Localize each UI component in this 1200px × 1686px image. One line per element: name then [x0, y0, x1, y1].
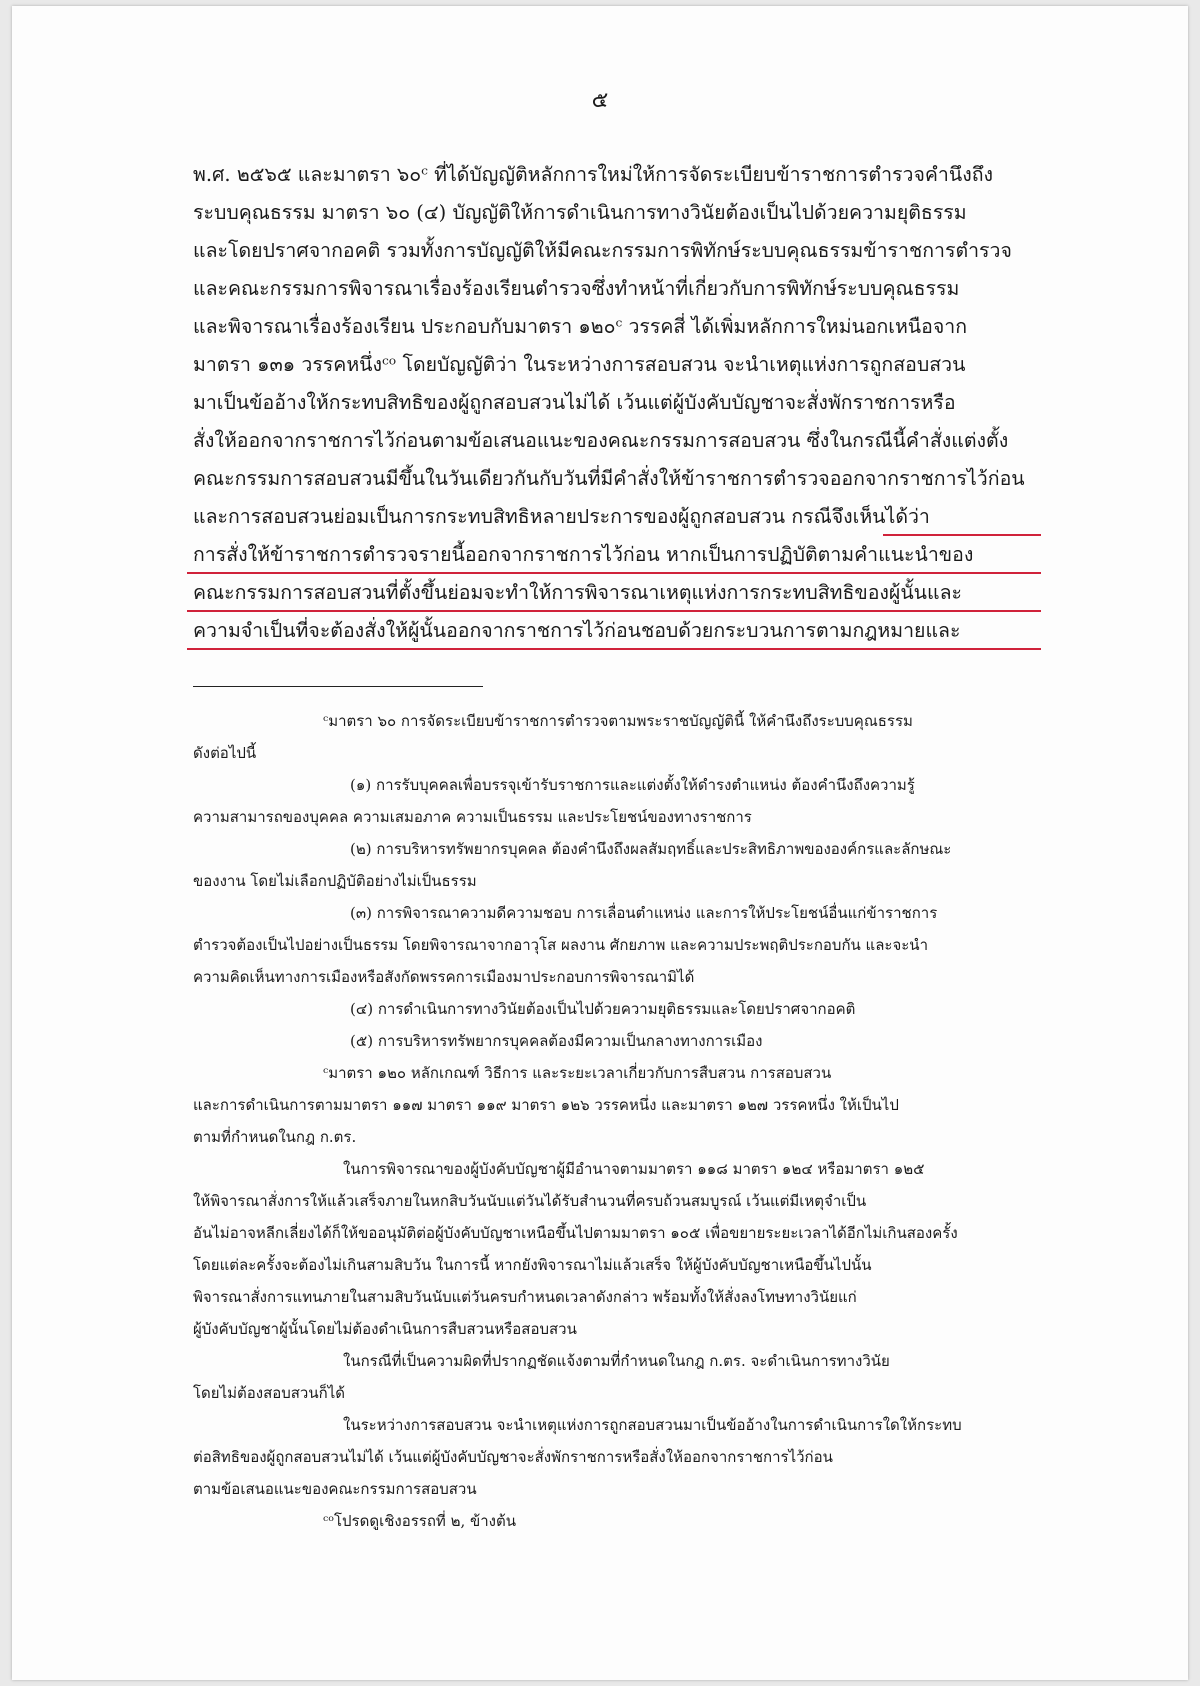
- body-line: ระบบคุณธรรม มาตรา ๖๐ (๔) บัญญัติให้การดำเนินการทางวินัยต้องเป็นไปด้วยความยุติธรรม: [193, 201, 967, 224]
- body-line: พ.ศ. ๒๕๖๕ และมาตรา ๖๐ᶜ ที่ได้บัญญัติหลักการใหม่ให้การจัดระเบียบข้าราชการตำรวจคำนึงถึง: [193, 163, 994, 186]
- body-line: และพิจารณาเรื่องร้องเรียน ประกอบกับมาตรา ๑๒๐ᶜ วรรคสี่ ได้เพิ่มหลักการใหม่นอกเหนือจาก: [193, 315, 968, 338]
- footnote-line: ตามข้อเสนอแนะของคณะกรรมการสอบสวน: [193, 1480, 477, 1498]
- footnote-line: ดังต่อไปนี้: [193, 744, 257, 762]
- body-line: และโดยปราศจากอคติ รวมทั้งการบัญญัติให้มีคณะกรรมการพิทักษ์ระบบคุณธรรมข้าราชการตำรวจ: [193, 239, 1012, 262]
- footnote-line: ผู้บังคับบัญชาผู้นั้นโดยไม่ต้องดำเนินการสืบสวนหรือสอบสวน: [193, 1320, 577, 1338]
- footnote-line: โดยแต่ละครั้งจะต้องไม่เกินสามสิบวัน ในการนี้ หากยังพิจารณาไม่แล้วเสร็จ ให้ผู้บังคับบัญชาเหนือขึ้นไปนั้น: [193, 1256, 872, 1274]
- body-line: และคณะกรรมการพิจารณาเรื่องร้องเรียนตำรวจซึ่งทำหน้าที่เกี่ยวกับการพิทักษ์ระบบคุณธรรม: [193, 277, 960, 300]
- footnote-line: พิจารณาสั่งการแทนภายในสามสิบวันนับแต่วันครบกำหนดเวลาดังกล่าว พร้อมทั้งให้สั่งลงโทษทางวินัยแก่: [193, 1288, 857, 1306]
- footnote-line: ของงาน โดยไม่เลือกปฏิบัติอย่างไม่เป็นธรรม: [193, 872, 477, 890]
- body-line: คณะกรรมการสอบสวนมีขึ้นในวันเดียวกันกับวันที่มีคำสั่งให้ข้าราชการตำรวจออกจากราชการไว้ก่อน: [193, 467, 1025, 490]
- body-line: ความจำเป็นที่จะต้องสั่งให้ผู้นั้นออกจากราชการไว้ก่อนชอบด้วยกระบวนการตามกฎหมายและ: [193, 614, 1031, 652]
- footnote-line: อันไม่อาจหลีกเลี่ยงได้ก็ให้ขออนุมัติต่อผู้บังคับบัญชาเหนือขึ้นไปตามมาตรา ๑๐๕ เพื่อขยายระยะเวลาได้อีกไม่เกินสองครั้ง: [193, 1224, 958, 1242]
- footnote-line: ตามที่กำหนดในกฎ ก.ตร.: [193, 1128, 357, 1146]
- footnote-line: (๒) การบริหารทรัพยากรบุคคล ต้องคำนึงถึงผลสัมฤทธิ์และประสิทธิภาพขององค์กรและลักษณะ: [350, 840, 952, 858]
- footnote-line: โดยไม่ต้องสอบสวนก็ได้: [193, 1384, 345, 1402]
- footnote-separator: [193, 686, 483, 687]
- footnote-line: ᶜมาตรา ๖๐ การจัดระเบียบข้าราชการตำรวจตามพระราชบัญญัตินี้ ให้คำนึงถึงระบบคุณธรรม: [323, 712, 913, 730]
- footnote-line: ᶜมาตรา ๑๒๐ หลักเกณฑ์ วิธีการ และระยะเวลาเกี่ยวกับการสืบสวน การสอบสวน: [323, 1064, 832, 1082]
- footnotes: [193, 706, 1033, 1538]
- footnote-line: ให้พิจารณาสั่งการให้แล้วเสร็จภายในหกสิบวันนับแต่วันได้รับสำนวนที่ครบถ้วนสมบูรณ์ เว้นแต่มีเหตุจำเป็น: [193, 1192, 867, 1210]
- footnote-line: ความสามารถของบุคคล ความเสมอภาค ความเป็นธรรม และประโยชน์ของทางราชการ: [193, 808, 752, 826]
- document-page: [12, 6, 1188, 1680]
- footnote-line: ต่อสิทธิของผู้ถูกสอบสวนไม่ได้ เว้นแต่ผู้บังคับบัญชาจะสั่งพักราชการหรือสั่งให้ออกจากราชการไว้ก่อน: [193, 1448, 833, 1466]
- footnote-line: (๔) การดำเนินการทางวินัยต้องเป็นไปด้วยความยุติธรรมและโดยปราศจากอคติ: [350, 1000, 856, 1018]
- footnote-line: ในระหว่างการสอบสวน จะนำเหตุแห่งการถูกสอบสวนมาเป็นข้ออ้างในการดำเนินการใดให้กระทบ: [343, 1416, 962, 1434]
- footnote-line: ความคิดเห็นทางการเมืองหรือสังกัดพรรคการเมืองมาประกอบการพิจารณามิได้: [193, 968, 695, 986]
- body-line: การสั่งให้ข้าราชการตำรวจรายนี้ออกจากราชการไว้ก่อน หากเป็นการปฏิบัติตามคำแนะนำของ: [193, 538, 1031, 576]
- page-number: ๕: [591, 88, 609, 113]
- footnote-line: ᶜᵒโปรดดูเชิงอรรถที่ ๒, ข้างต้น: [323, 1512, 517, 1530]
- body-paragraph: [193, 158, 1031, 652]
- footnote-line: ในกรณีที่เป็นความผิดที่ปรากฏชัดแจ้งตามที่กำหนดในกฎ ก.ตร. จะดำเนินการทางวินัย: [343, 1352, 890, 1370]
- body-line: มาเป็นข้ออ้างให้กระทบสิทธิของผู้ถูกสอบสวนไม่ได้ เว้นแต่ผู้บังคับบัญชาจะสั่งพักราชการหรือ: [193, 391, 956, 414]
- body-line: มาตรา ๑๓๑ วรรคหนึ่งᶜᵒ โดยบัญญัติว่า ในระหว่างการสอบสวน จะนำเหตุแห่งการถูกสอบสวน: [193, 353, 966, 376]
- footnote-line: ตำรวจต้องเป็นไปอย่างเป็นธรรม โดยพิจารณาจากอาวุโส ผลงาน ศักยภาพ และความประพฤติประกอบกัน และจะนำ: [193, 936, 928, 954]
- footnote-line: ในการพิจารณาของผู้บังคับบัญชาผู้มีอำนาจตามมาตรา ๑๑๘ มาตรา ๑๒๔ หรือมาตรา ๑๒๕: [343, 1160, 925, 1178]
- footnote-line: (๕) การบริหารทรัพยากรบุคคลต้องมีความเป็นกลางทางการเมือง: [350, 1032, 763, 1050]
- body-line: สั่งให้ออกจากราชการไว้ก่อนตามข้อเสนอแนะของคณะกรรมการสอบสวน ซึ่งในกรณีนี้คำสั่งแต่งตั้ง: [193, 429, 1009, 452]
- footnote-line: และการดำเนินการตามมาตรา ๑๑๗ มาตรา ๑๑๙ มาตรา ๑๒๖ วรรคหนึ่ง และมาตรา ๑๒๗ วรรคหนึ่ง ให้เป็นไป: [193, 1096, 899, 1114]
- body-line: คณะกรรมการสอบสวนที่ตั้งขึ้นย่อมจะทำให้การพิจารณาเหตุแห่งการกระทบสิทธิของผู้นั้นและ: [193, 576, 1031, 614]
- body-line: และการสอบสวนย่อมเป็นการกระทบสิทธิหลายประการของผู้ถูกสอบสวน กรณีจึงเห็นได้ว่า: [193, 500, 1031, 538]
- footnote-line: (๑) การรับบุคคลเพื่อบรรจุเข้ารับราชการและแต่งตั้งให้ดำรงตำแหน่ง ต้องคำนึงถึงความรู้: [350, 776, 915, 794]
- footnote-line: (๓) การพิจารณาความดีความชอบ การเลื่อนตำแหน่ง และการให้ประโยชน์อื่นแก่ข้าราชการ: [350, 904, 938, 922]
